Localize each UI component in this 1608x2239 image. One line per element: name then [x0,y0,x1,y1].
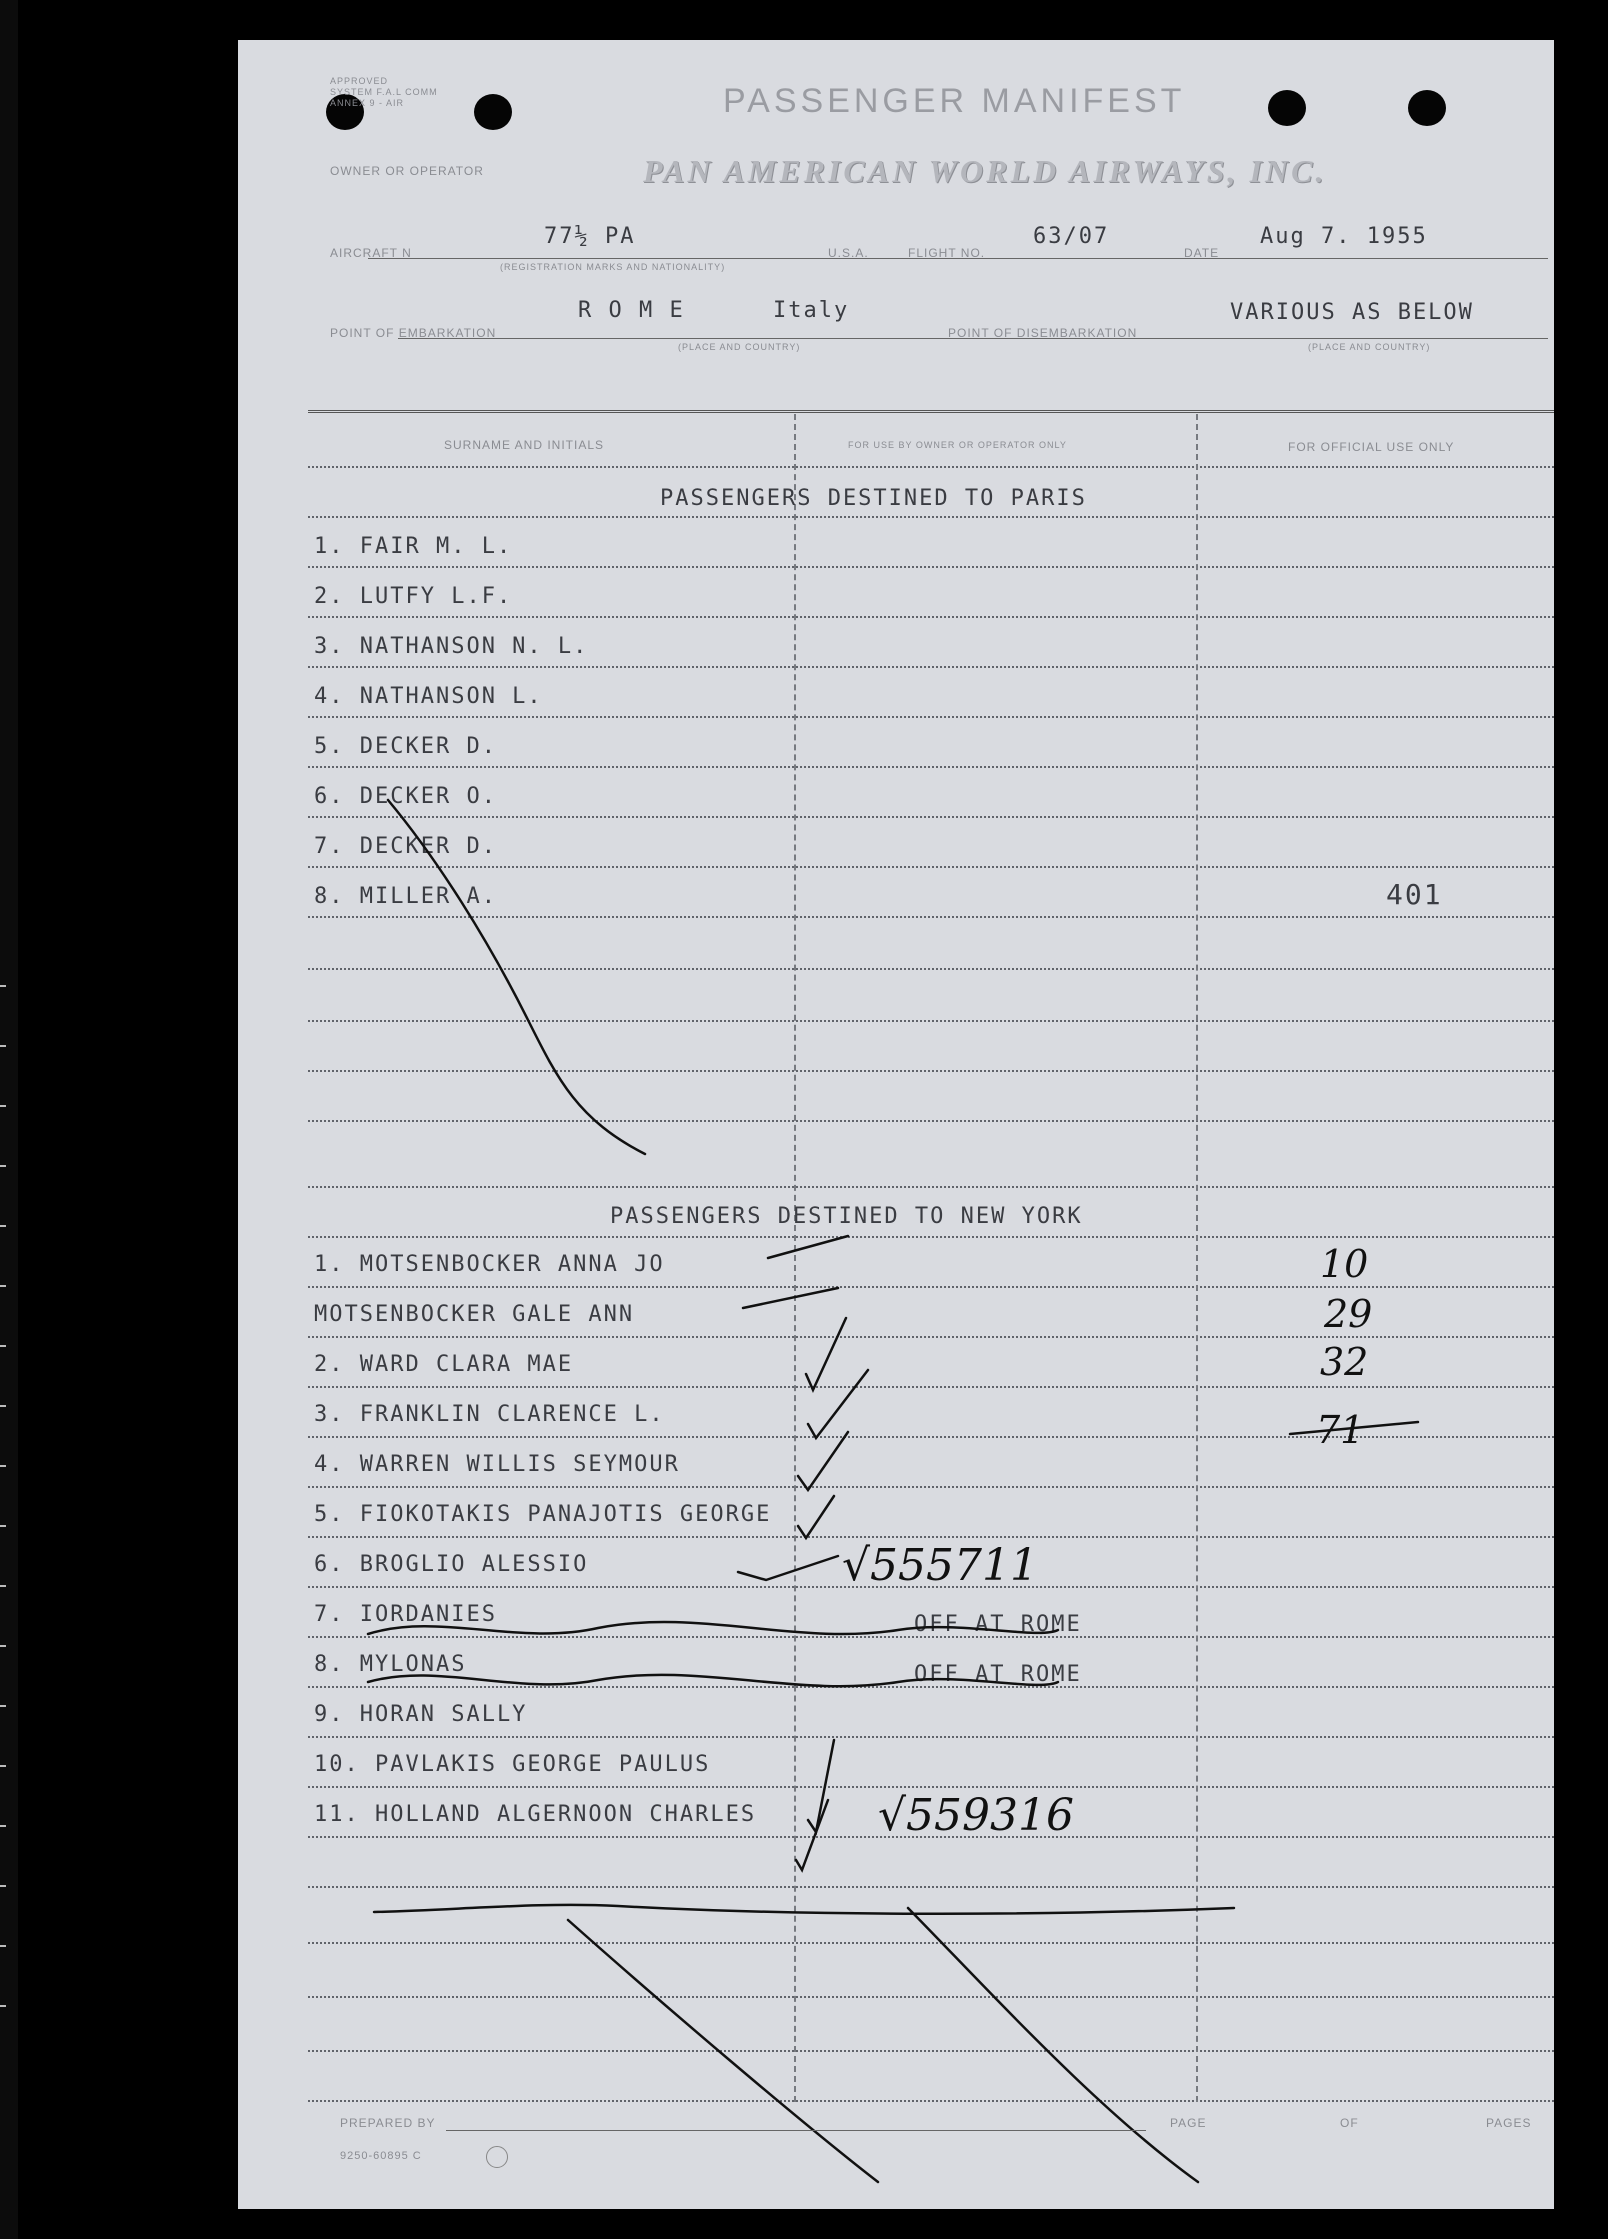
ny-passenger: 4. WARREN WILLIS SEYMOUR [314,1452,680,1477]
end-line [374,1905,1234,1914]
ruler-tick [0,1525,6,1527]
place-caption-right: (PLACE AND COUNTRY) [1308,342,1431,352]
check-mark [796,1800,828,1870]
owner-label: OWNER OR OPERATOR [330,164,484,178]
tally-value: 10 [1320,1242,1369,1286]
form-title: PASSENGER MANIFEST [723,82,1186,120]
pages-label: PAGES [1486,2116,1532,2130]
embarkation-country: Italy [773,298,850,323]
aircraft-label: AIRCRAFT N [330,246,412,260]
date-value: Aug 7. 1955 [1260,224,1428,249]
ruler-tick [0,1825,6,1827]
ruler-tick [0,1885,6,1887]
form-number: 9250-60895 C [340,2150,422,2162]
check-mark [738,1556,838,1580]
owner-logo: PAN AMERICAN WORLD AIRWAYS, INC. [643,153,1327,189]
iordanies-off-note: OFF AT ROME [914,1612,1082,1637]
strike-through [368,1622,1058,1634]
holland-handwritten-number: √559316 [878,1790,1075,1841]
check-mark [806,1318,846,1390]
registration-caption: (REGISTRATION MARKS AND NATIONALITY) [500,262,726,272]
tally-value: 32 [1320,1340,1369,1384]
void-stroke [908,1908,1198,2182]
approval-line: APPROVED [330,76,389,86]
ruler-tick [0,1285,6,1287]
check-mark [743,1288,838,1308]
paris-passenger: 8. MILLER A. [314,884,497,909]
ruler-tick [0,985,6,987]
ny-passenger: 1. MOTSENBOCKER ANNA JO [314,1252,665,1277]
paris-passenger: 2. LUTFY L.F. [314,584,513,609]
tally-value: 71 [1316,1408,1365,1452]
approval-line: ANNEX 9 - AIR [330,98,405,108]
ny-passenger-cancelled: 7. IORDANIES [314,1602,497,1627]
ruler-tick [0,1165,6,1167]
ny-passenger: 5. FIOKOTAKIS PANAJOTIS GEORGE [314,1502,772,1527]
check-mark [798,1432,848,1490]
paris-passenger: 4. NATHANSON L. [314,684,543,709]
ruler-tick [0,1465,6,1467]
ny-passenger: MOTSENBOCKER GALE ANN [314,1302,635,1327]
date-label: DATE [1184,246,1220,260]
paris-passenger: 5. DECKER D. [314,734,497,759]
ny-passenger: 6. BROGLIO ALESSIO [314,1552,589,1577]
ruler-tick [0,1945,6,1947]
handwritten-marks [238,40,1554,2209]
void-stroke [568,1920,878,2182]
place-caption-left: (PLACE AND COUNTRY) [678,342,801,352]
ruler-tick [0,1345,6,1347]
ny-passenger: 2. WARD CLARA MAE [314,1352,574,1377]
paris-passenger: 6. DECKER O. [314,784,497,809]
usa-label: U.S.A. [828,246,869,260]
aircraft-value: 77½ PA [544,224,636,249]
col-header-surname: SURNAME AND INITIALS [444,438,605,452]
paris-passenger: 7. DECKER D. [314,834,497,859]
ny-passenger: 10. PAVLAKIS GEORGE PAULUS [314,1752,711,1777]
scan-border [0,0,18,2239]
ruler-tick [0,1405,6,1407]
manifest-sheet [238,40,1554,2209]
tally-value: 29 [1324,1292,1373,1336]
col-header-official: FOR OFFICIAL USE ONLY [1288,440,1455,454]
broglio-handwritten-number: √555711 [842,1540,1039,1591]
strike-through [368,1675,1058,1686]
of-label: OF [1340,2116,1359,2130]
new-york-heading: PASSENGERS DESTINED TO NEW YORK [610,1204,1083,1229]
page-label: PAGE [1170,2116,1207,2130]
flight-value: 63/07 [1033,224,1110,249]
ny-passenger: 3. FRANKLIN CLARENCE L. [314,1402,665,1427]
disembarkation-label: POINT OF DISEMBARKATION [948,326,1138,340]
prepared-by-line [446,2130,1146,2131]
ny-passenger: 9. HORAN SALLY [314,1702,528,1727]
check-mark [768,1236,848,1258]
embarkation-city: R O M E [578,298,685,323]
paris-heading: PASSENGERS DESTINED TO PARIS [660,486,1087,511]
disembarkation-value: VARIOUS AS BELOW [1230,300,1474,325]
ruler-tick [0,1585,6,1587]
ny-passenger-cancelled: 8. MYLONAS [314,1652,467,1677]
ruler-tick [0,1765,6,1767]
ruler-tick [0,1705,6,1707]
prepared-by-label: PREPARED BY [340,2116,436,2130]
ruler-tick [0,1645,6,1647]
union-bug-icon [486,2146,508,2168]
ruler-tick [0,1225,6,1227]
col-header-operator: FOR USE BY OWNER OR OPERATOR ONLY [848,440,1067,450]
tally-line [1290,1422,1418,1434]
ny-passenger: 11. HOLLAND ALGERNOON CHARLES [314,1802,757,1827]
ruler-tick [0,1045,6,1047]
paris-passenger: 1. FAIR M. L. [314,534,513,559]
embarkation-label: POINT OF EMBARKATION [330,326,497,340]
check-mark [798,1496,834,1538]
ruler-tick [0,2005,6,2007]
approval-line: SYSTEM F.A.L COMM [330,87,438,97]
paris-cancel-stroke [388,800,645,1154]
ruler-tick [0,1105,6,1107]
mylonas-off-note: OFF AT ROME [914,1662,1082,1687]
flight-label: FLIGHT NO. [908,246,986,260]
paris-official-note: 401 [1386,878,1443,911]
paris-passenger: 3. NATHANSON N. L. [314,634,589,659]
